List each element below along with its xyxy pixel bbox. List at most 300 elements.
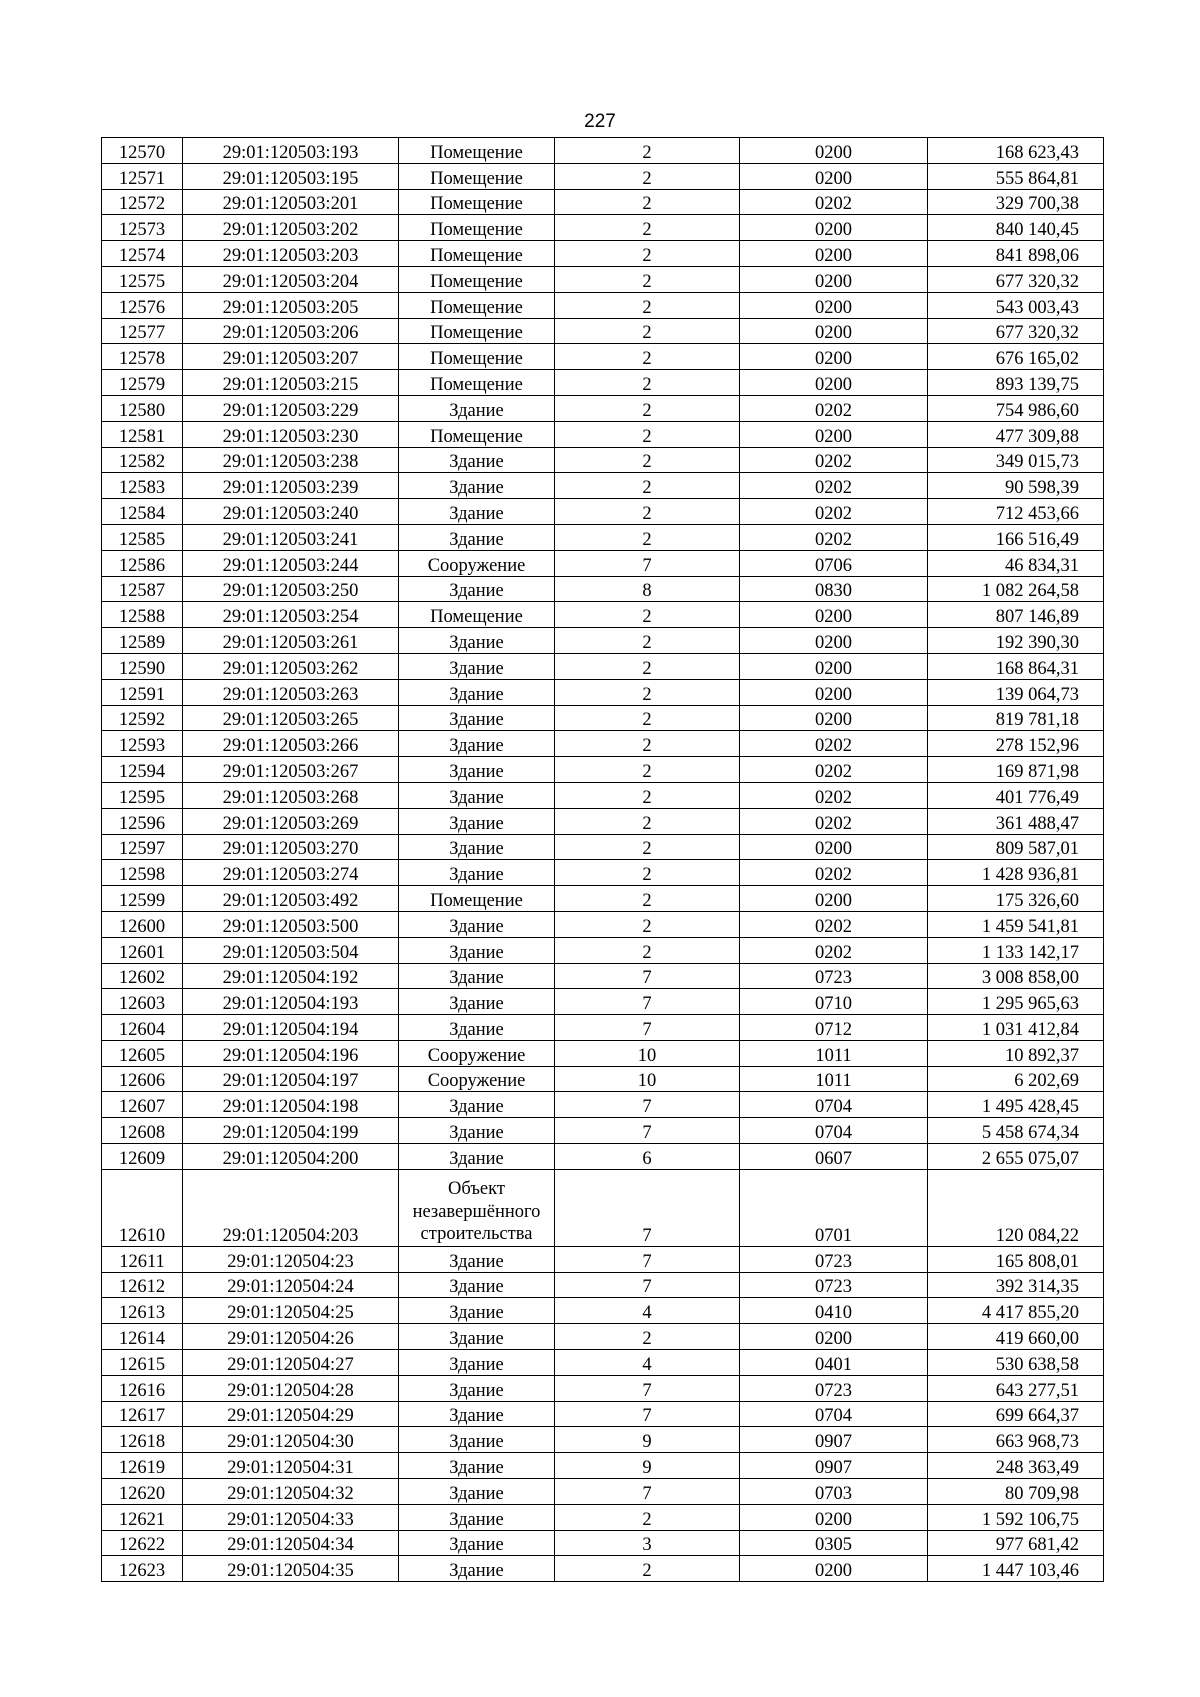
cadastral-number-cell: 29:01:120504:34 [183,1530,399,1556]
cadastral-value-cell: 840 140,45 [928,215,1104,241]
object-type-cell: Здание [399,731,555,757]
row-number-cell: 12583 [102,473,183,499]
table-row [102,189,1104,215]
cadastral-number-cell: 29:01:120504:35 [183,1556,399,1582]
row-number-cell: 12579 [102,370,183,396]
cadastral-number-cell: 29:01:120504:194 [183,1015,399,1041]
cadastral-value-cell: 1 295 965,63 [928,989,1104,1015]
group-cell: 7 [555,1272,740,1298]
row-number-cell: 12574 [102,241,183,267]
row-number-cell: 12622 [102,1530,183,1556]
table-row [102,447,1104,473]
row-number-cell: 12600 [102,911,183,937]
row-number-cell: 12604 [102,1015,183,1041]
table-row [102,1092,1104,1118]
subgroup-code-cell: 0200 [740,421,928,447]
cadastral-number-cell: 29:01:120504:30 [183,1427,399,1453]
row-number-cell: 12586 [102,550,183,576]
row-number-cell: 12580 [102,395,183,421]
subgroup-code-cell: 0200 [740,215,928,241]
row-number-cell: 12618 [102,1427,183,1453]
row-number-cell: 12607 [102,1092,183,1118]
object-type-cell: Здание [399,473,555,499]
row-number-cell: 12589 [102,628,183,654]
cadastral-number-cell: 29:01:120503:268 [183,782,399,808]
cadastral-number-cell: 29:01:120503:204 [183,266,399,292]
cadastral-value-cell: 807 146,89 [928,602,1104,628]
cadastral-value-cell: 80 709,98 [928,1479,1104,1505]
object-type-cell: Помещение [399,163,555,189]
cadastral-number-cell: 29:01:120503:205 [183,292,399,318]
cadastral-number-cell: 29:01:120503:270 [183,834,399,860]
table-row [102,1350,1104,1376]
object-type-cell: Здание [399,679,555,705]
object-type-cell: Здание [399,757,555,783]
subgroup-code-cell: 0200 [740,628,928,654]
object-type-cell: Здание [399,653,555,679]
cadastral-value-cell: 139 064,73 [928,679,1104,705]
subgroup-code-cell: 0706 [740,550,928,576]
cadastral-number-cell: 29:01:120503:492 [183,886,399,912]
object-type-cell: Здание [399,1530,555,1556]
table-row [102,937,1104,963]
row-number-cell: 12603 [102,989,183,1015]
row-number-cell: 12599 [102,886,183,912]
group-cell: 10 [555,1040,740,1066]
object-type-cell: Здание [399,1504,555,1530]
object-type-cell: Помещение [399,344,555,370]
cadastral-value-cell: 248 363,49 [928,1453,1104,1479]
subgroup-code-cell: 0200 [740,1504,928,1530]
row-number-cell: 12610 [102,1169,183,1246]
row-number-cell: 12578 [102,344,183,370]
subgroup-code-cell: 1011 [740,1040,928,1066]
subgroup-code-cell: 0701 [740,1169,928,1246]
cadastral-value-cell: 419 660,00 [928,1324,1104,1350]
group-cell: 2 [555,138,740,164]
group-cell: 2 [555,911,740,937]
cadastral-number-cell: 29:01:120503:267 [183,757,399,783]
table-row [102,1015,1104,1041]
object-type-cell: Здание [399,1246,555,1272]
row-number-cell: 12595 [102,782,183,808]
table-row [102,705,1104,731]
object-type-cell: Сооружение [399,550,555,576]
group-cell: 2 [555,937,740,963]
cadastral-number-cell: 29:01:120504:25 [183,1298,399,1324]
row-number-cell: 12623 [102,1556,183,1582]
subgroup-code-cell: 0200 [740,318,928,344]
object-type-cell: Здание [399,524,555,550]
cadastral-number-cell: 29:01:120503:504 [183,937,399,963]
subgroup-code-cell: 0410 [740,1298,928,1324]
cadastral-value-cell: 677 320,32 [928,318,1104,344]
cadastral-value-cell: 819 781,18 [928,705,1104,731]
table-row [102,1272,1104,1298]
subgroup-code-cell: 0202 [740,757,928,783]
cadastral-number-cell: 29:01:120503:215 [183,370,399,396]
subgroup-code-cell: 0200 [740,886,928,912]
cadastral-value-cell: 46 834,31 [928,550,1104,576]
cadastral-value-cell: 392 314,35 [928,1272,1104,1298]
object-type-cell: Здание [399,1118,555,1144]
group-cell: 2 [555,1324,740,1350]
subgroup-code-cell: 0200 [740,602,928,628]
group-cell: 2 [555,421,740,447]
group-cell: 7 [555,1169,740,1246]
object-type-cell: Здание [399,1350,555,1376]
table-row [102,963,1104,989]
table-row [102,550,1104,576]
object-type-cell: Здание [399,911,555,937]
row-number-cell: 12576 [102,292,183,318]
group-cell: 7 [555,550,740,576]
cadastral-value-cell: 175 326,60 [928,886,1104,912]
cadastral-number-cell: 29:01:120504:192 [183,963,399,989]
object-type-cell: Здание [399,576,555,602]
cadastral-value-cell: 168 623,43 [928,138,1104,164]
cadastral-value-cell: 555 864,81 [928,163,1104,189]
cadastral-value-cell: 1 447 103,46 [928,1556,1104,1582]
subgroup-code-cell: 0200 [740,163,928,189]
cadastral-value-cell: 3 008 858,00 [928,963,1104,989]
table-row [102,163,1104,189]
cadastral-number-cell: 29:01:120504:27 [183,1350,399,1376]
subgroup-code-cell: 0907 [740,1453,928,1479]
table-row [102,1118,1104,1144]
cadastral-value-cell: 663 968,73 [928,1427,1104,1453]
group-cell: 7 [555,1015,740,1041]
cadastral-value-table [101,137,1104,1582]
cadastral-value-cell: 329 700,38 [928,189,1104,215]
cadastral-value-cell: 4 417 855,20 [928,1298,1104,1324]
cadastral-number-cell: 29:01:120504:26 [183,1324,399,1350]
cadastral-number-cell: 29:01:120504:193 [183,989,399,1015]
cadastral-value-cell: 1 031 412,84 [928,1015,1104,1041]
row-number-cell: 12621 [102,1504,183,1530]
table-row [102,1530,1104,1556]
group-cell: 2 [555,886,740,912]
group-cell: 2 [555,163,740,189]
row-number-cell: 12570 [102,138,183,164]
cadastral-number-cell: 29:01:120503:254 [183,602,399,628]
row-number-cell: 12593 [102,731,183,757]
subgroup-code-cell: 0704 [740,1401,928,1427]
table-row [102,834,1104,860]
group-cell: 2 [555,653,740,679]
cadastral-value-cell: 699 664,37 [928,1401,1104,1427]
group-cell: 2 [555,318,740,344]
group-cell: 2 [555,808,740,834]
cadastral-value-cell: 530 638,58 [928,1350,1104,1376]
table-row [102,1504,1104,1530]
cadastral-value-cell: 278 152,96 [928,731,1104,757]
row-number-cell: 12597 [102,834,183,860]
subgroup-code-cell: 0712 [740,1015,928,1041]
cadastral-number-cell: 29:01:120504:29 [183,1401,399,1427]
subgroup-code-cell: 0830 [740,576,928,602]
subgroup-code-cell: 0202 [740,499,928,525]
subgroup-code-cell: 0200 [740,370,928,396]
group-cell: 2 [555,1504,740,1530]
object-type-cell: Здание [399,1092,555,1118]
cadastral-value-cell: 1 592 106,75 [928,1504,1104,1530]
group-cell: 9 [555,1453,740,1479]
table-row [102,1427,1104,1453]
table-row [102,731,1104,757]
subgroup-code-cell: 0401 [740,1350,928,1376]
object-type-cell: Здание [399,395,555,421]
subgroup-code-cell: 0202 [740,189,928,215]
table-row [102,1066,1104,1092]
subgroup-code-cell: 0202 [740,473,928,499]
table-row [102,138,1104,164]
group-cell: 2 [555,499,740,525]
object-type-cell: Помещение [399,215,555,241]
group-cell: 2 [555,1556,740,1582]
object-type-cell: Здание [399,1144,555,1170]
object-type-cell: Здание [399,1427,555,1453]
group-cell: 2 [555,757,740,783]
object-type-cell: Здание [399,705,555,731]
cadastral-number-cell: 29:01:120503:201 [183,189,399,215]
row-number-cell: 12582 [102,447,183,473]
object-type-cell: Здание [399,1375,555,1401]
row-number-cell: 12620 [102,1479,183,1505]
cadastral-value-cell: 166 516,49 [928,524,1104,550]
cadastral-number-cell: 29:01:120504:24 [183,1272,399,1298]
row-number-cell: 12613 [102,1298,183,1324]
subgroup-code-cell: 0202 [740,808,928,834]
group-cell: 8 [555,576,740,602]
group-cell: 2 [555,473,740,499]
row-number-cell: 12572 [102,189,183,215]
row-number-cell: 12596 [102,808,183,834]
table-row [102,1479,1104,1505]
group-cell: 2 [555,860,740,886]
cadastral-number-cell: 29:01:120503:266 [183,731,399,757]
table-row [102,757,1104,783]
cadastral-number-cell: 29:01:120503:203 [183,241,399,267]
group-cell: 2 [555,215,740,241]
cadastral-number-cell: 29:01:120504:199 [183,1118,399,1144]
table-row [102,395,1104,421]
cadastral-value-cell: 477 309,88 [928,421,1104,447]
subgroup-code-cell: 0305 [740,1530,928,1556]
cadastral-number-cell: 29:01:120504:32 [183,1479,399,1505]
cadastral-number-cell: 29:01:120503:229 [183,395,399,421]
group-cell: 2 [555,834,740,860]
group-cell: 2 [555,705,740,731]
cadastral-number-cell: 29:01:120503:263 [183,679,399,705]
object-type-cell: Помещение [399,886,555,912]
row-number-cell: 12577 [102,318,183,344]
cadastral-number-cell: 29:01:120503:195 [183,163,399,189]
cadastral-number-cell: 29:01:120503:207 [183,344,399,370]
object-type-cell: Здание [399,1401,555,1427]
row-number-cell: 12608 [102,1118,183,1144]
table-row [102,1246,1104,1272]
cadastral-number-cell: 29:01:120504:203 [183,1169,399,1246]
cadastral-number-cell: 29:01:120504:33 [183,1504,399,1530]
row-number-cell: 12573 [102,215,183,241]
cadastral-value-cell: 361 488,47 [928,808,1104,834]
row-number-cell: 12619 [102,1453,183,1479]
table-row [102,602,1104,628]
cadastral-value-cell: 809 587,01 [928,834,1104,860]
subgroup-code-cell: 0200 [740,834,928,860]
row-number-cell: 12615 [102,1350,183,1376]
cadastral-value-cell: 1 133 142,17 [928,937,1104,963]
subgroup-code-cell: 0200 [740,653,928,679]
object-type-cell: Здание [399,1453,555,1479]
row-number-cell: 12612 [102,1272,183,1298]
cadastral-number-cell: 29:01:120503:244 [183,550,399,576]
row-number-cell: 12617 [102,1401,183,1427]
subgroup-code-cell: 0200 [740,705,928,731]
table-row [102,292,1104,318]
cadastral-value-cell: 543 003,43 [928,292,1104,318]
table-row [102,1169,1104,1246]
cadastral-number-cell: 29:01:120503:261 [183,628,399,654]
object-type-cell: Здание [399,628,555,654]
object-type-cell: Здание [399,834,555,860]
page-number: 227 [584,111,616,132]
subgroup-code-cell: 0200 [740,679,928,705]
cadastral-number-cell: 29:01:120503:274 [183,860,399,886]
cadastral-value-cell: 643 277,51 [928,1375,1104,1401]
cadastral-value-cell: 977 681,42 [928,1530,1104,1556]
group-cell: 7 [555,989,740,1015]
object-type-cell: Здание [399,1556,555,1582]
group-cell: 7 [555,1118,740,1144]
object-type-cell: Объект незавершённого строительства [399,1169,555,1246]
cadastral-number-cell: 29:01:120503:239 [183,473,399,499]
group-cell: 2 [555,447,740,473]
subgroup-code-cell: 0723 [740,963,928,989]
group-cell: 10 [555,1066,740,1092]
group-cell: 2 [555,731,740,757]
group-cell: 2 [555,782,740,808]
cadastral-value-cell: 676 165,02 [928,344,1104,370]
cadastral-number-cell: 29:01:120503:202 [183,215,399,241]
table-row [102,576,1104,602]
subgroup-code-cell: 0202 [740,937,928,963]
cadastral-number-cell: 29:01:120503:240 [183,499,399,525]
cadastral-value-cell: 349 015,73 [928,447,1104,473]
object-type-cell: Помещение [399,318,555,344]
object-type-cell: Помещение [399,138,555,164]
cadastral-value-cell: 2 655 075,07 [928,1144,1104,1170]
subgroup-code-cell: 0202 [740,731,928,757]
cadastral-value-cell: 401 776,49 [928,782,1104,808]
row-number-cell: 12614 [102,1324,183,1350]
cadastral-number-cell: 29:01:120504:28 [183,1375,399,1401]
object-type-cell: Помещение [399,189,555,215]
row-number-cell: 12590 [102,653,183,679]
cadastral-number-cell: 29:01:120503:262 [183,653,399,679]
cadastral-number-cell: 29:01:120503:241 [183,524,399,550]
cadastral-value-cell: 90 598,39 [928,473,1104,499]
cadastral-number-cell: 29:01:120504:196 [183,1040,399,1066]
object-type-cell: Здание [399,1324,555,1350]
group-cell: 7 [555,1375,740,1401]
object-type-cell: Здание [399,1298,555,1324]
cadastral-number-cell: 29:01:120503:250 [183,576,399,602]
subgroup-code-cell: 0202 [740,782,928,808]
group-cell: 9 [555,1427,740,1453]
object-type-cell: Сооружение [399,1040,555,1066]
object-type-cell: Помещение [399,602,555,628]
table-row [102,473,1104,499]
row-number-cell: 12611 [102,1246,183,1272]
group-cell: 7 [555,963,740,989]
cadastral-number-cell: 29:01:120503:193 [183,138,399,164]
subgroup-code-cell: 0200 [740,266,928,292]
object-type-cell: Здание [399,1272,555,1298]
cadastral-value-cell: 1 082 264,58 [928,576,1104,602]
cadastral-number-cell: 29:01:120503:265 [183,705,399,731]
cadastral-number-cell: 29:01:120504:198 [183,1092,399,1118]
row-number-cell: 12591 [102,679,183,705]
subgroup-code-cell: 0704 [740,1092,928,1118]
row-number-cell: 12606 [102,1066,183,1092]
group-cell: 2 [555,370,740,396]
object-type-cell: Сооружение [399,1066,555,1092]
cadastral-value-cell: 1 459 541,81 [928,911,1104,937]
group-cell: 2 [555,524,740,550]
table-row [102,1401,1104,1427]
subgroup-code-cell: 0723 [740,1246,928,1272]
cadastral-value-cell: 165 808,01 [928,1246,1104,1272]
row-number-cell: 12587 [102,576,183,602]
subgroup-code-cell: 0202 [740,395,928,421]
object-type-cell: Помещение [399,292,555,318]
subgroup-code-cell: 0607 [740,1144,928,1170]
table-row [102,1144,1104,1170]
table-body [102,138,1104,1582]
table-row [102,421,1104,447]
cadastral-value-cell: 168 864,31 [928,653,1104,679]
cadastral-number-cell: 29:01:120503:500 [183,911,399,937]
table-row [102,679,1104,705]
group-cell: 2 [555,628,740,654]
cadastral-value-cell: 5 458 674,34 [928,1118,1104,1144]
subgroup-code-cell: 0202 [740,911,928,937]
subgroup-code-cell: 0703 [740,1479,928,1505]
cadastral-value-cell: 120 084,22 [928,1169,1104,1246]
row-number-cell: 12585 [102,524,183,550]
cadastral-value-cell: 754 986,60 [928,395,1104,421]
object-type-cell: Здание [399,860,555,886]
object-type-cell: Здание [399,937,555,963]
object-type-cell: Здание [399,499,555,525]
subgroup-code-cell: 1011 [740,1066,928,1092]
object-type-cell: Здание [399,963,555,989]
object-type-cell: Здание [399,447,555,473]
group-cell: 2 [555,602,740,628]
subgroup-code-cell: 0723 [740,1375,928,1401]
group-cell: 2 [555,292,740,318]
object-type-cell: Помещение [399,266,555,292]
row-number-cell: 12571 [102,163,183,189]
table-row [102,1040,1104,1066]
object-type-cell: Помещение [399,421,555,447]
cadastral-value-cell: 712 453,66 [928,499,1104,525]
group-cell: 2 [555,395,740,421]
group-cell: 4 [555,1298,740,1324]
row-number-cell: 12602 [102,963,183,989]
